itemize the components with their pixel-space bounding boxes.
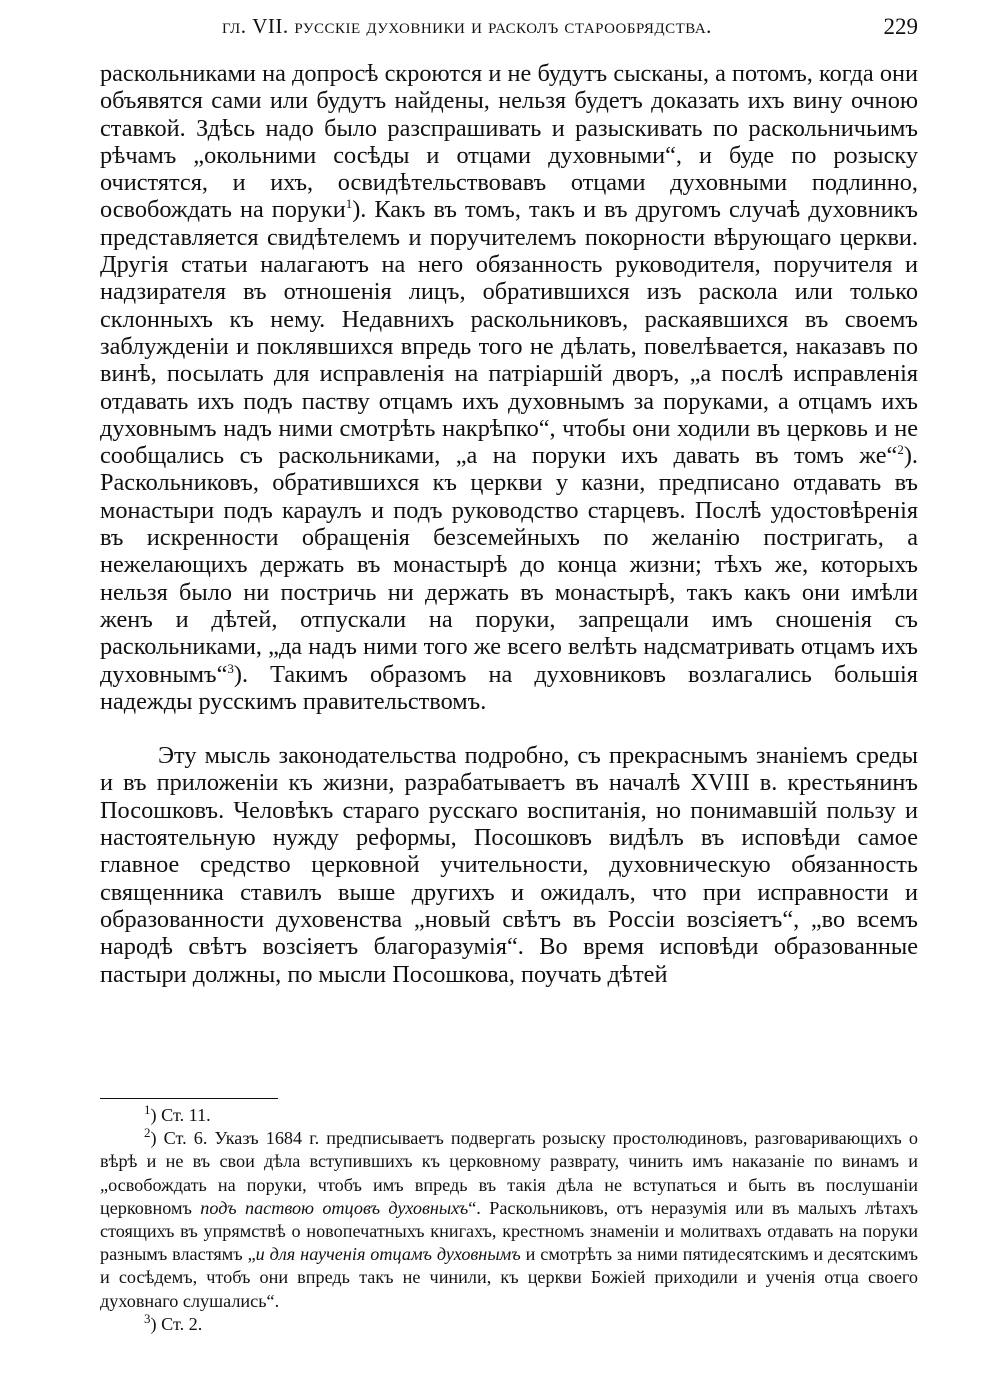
footnote-2-part-3: и смотрѣть за ними пятидесятскимъ и десятскимъ и сосѣдемъ, чтобъ они впредь такъ не чинили, къ церкви Божіей приходили и ученія отца своего духовнаго слушались“. (100, 1244, 918, 1311)
footnote-2-italic-1: подъ паствою отцовъ духовныхъ (200, 1197, 469, 1218)
main-text (100, 60, 918, 988)
paragraph-2: Эту мысль законодательства подробно, съ прекраснымъ знаніемъ среды и въ приложеніи къ жизни, разрабатываетъ въ началѣ XVIII в. крестьянинъ Посошковъ. Человѣкъ стараго русскаго воспитанія, но понимавшій пользу и настоятельную нужду реформы, Посошковъ видѣлъ въ исповѣди самое главное средство церковной учительности, духовническую обязанность священника ставилъ выше другихъ и ожидалъ, что при исправности и образованности духовенства „новый свѣтъ въ Россіи возсіяетъ“, „во всемъ народѣ свѣтъ возсіяетъ благоразумія“. Во время исповѣди образованные пастыри должны, по мысли Посошкова, поучать дѣтей (100, 742, 918, 988)
footnote-1 (100, 1101, 918, 1127)
footnote-2-part-2: “. Раскольниковъ, отъ неразумія или въ малыхъ лѣтахъ стоящихъ въ упрямствѣ о новопечатныхъ книгахъ, крестномъ знаменіи и молитвахъ отдавать на поруки разнымъ властямъ „ (100, 1197, 918, 1265)
paragraph-1-part-1: раскольниками на допросѣ скроются и не будутъ сысканы, а потомъ, когда они объявятся сами или будутъ найдены, нельзя будетъ доказать ихъ вину очною ставкой. Здѣсь надо было разспрашивать и разыскивать по раскольничьимъ рѣчамъ „окольними сосѣды и отцами духовными“, и буде по розыску очистятся, и ихъ, освидѣтельствовавъ отцами духовными подлинно, освобождать на поруки (100, 60, 918, 224)
footnote-2-part-1: ) Ст. 6. Указъ 1684 г. предписываетъ подвергать розыску простолюдиновъ, разговаривающихъ о вѣрѣ и не въ свои дѣла вступившихъ къ церковному разврату, чинить имъ наказаніе по винамъ и „освобождать на поруки, чтобъ имъ впредь въ такія дѣла не вступаться и быть въ послушаніи церковномъ (100, 1128, 918, 1218)
paragraph-1-part-3: ). Раскольниковъ, обратившихся къ церкви у казни, предписано отдавать въ монастыри подъ караулъ и подъ руководство старцевъ. Послѣ удостовѣренія въ искренности обращенія безсемейныхъ по желанію постригать, а нежелающихъ держать въ монастырѣ до конца жизни; тѣхъ же, которыхъ нельзя было ни постричь ни держать въ монастырѣ, такъ какъ они имѣли женъ и дѣтей, отпускали на поруки, запрещали имъ сношенія съ раскольниками, „да надъ ними того же всего велѣть надсматривать отцамъ ихъ духовнымъ“ (100, 442, 918, 688)
footnote-3-mark: 3 (144, 1310, 151, 1326)
footnote-divider (100, 1098, 278, 1099)
footnote-3-text: ) Ст. 2. (150, 1313, 203, 1334)
footnotes (100, 1101, 918, 1336)
footnote-ref-2: 2 (897, 442, 904, 458)
running-header (100, 14, 918, 48)
footnote-1-text: ) Ст. 11. (150, 1105, 211, 1125)
footnote-2 (100, 1127, 918, 1313)
paragraph-1 (100, 60, 918, 715)
footnote-1-mark: 1 (144, 1101, 151, 1117)
paragraph-1-part-2: ). Какъ въ томъ, такъ и въ другомъ случаѣ духовникъ представляется свидѣтелемъ и поручителемъ покорности вѣрующаго церкви. Другія статьи налагаютъ на него обязанность руководителя, поручителя и надзирателя въ отношенія лицъ, обратившихся изъ раскола или только склонныхъ къ нему. Недавнихъ раскольниковъ, раскаявшихся въ своемъ заблужденіи и поклявшихся впредь того не дѣлать, повелѣвается, наказавъ по винѣ, посылать для исправленія на патріаршій дворъ, „а послѣ исправленія отдавать ихъ подъ паству отцамъ ихъ духовнымъ за поруками, а отцамъ ихъ духовнымъ надъ ними смотрѣть накрѣпко“, чтобы они ходили въ церковь и не сообщались съ раскольниками, „а на поруки ихъ давать въ томъ же“ (100, 196, 918, 470)
footnote-2-italic-2: и для наученія отцамъ духовнымъ (255, 1244, 521, 1265)
chapter-title: гл. VII. русскіе духовники и расколъ старообрядства. (222, 14, 712, 38)
page-number: 229 (883, 14, 918, 39)
footnote-2-mark: 2 (144, 1125, 151, 1141)
footnote-ref-3: 3 (227, 660, 234, 676)
footnote-3 (100, 1310, 918, 1336)
paragraph-1-part-4: ). Такимъ образомъ на духовниковъ возлагались большія надежды русскимъ правительствомъ. (100, 660, 918, 715)
footnote-ref-1: 1 (345, 196, 353, 212)
